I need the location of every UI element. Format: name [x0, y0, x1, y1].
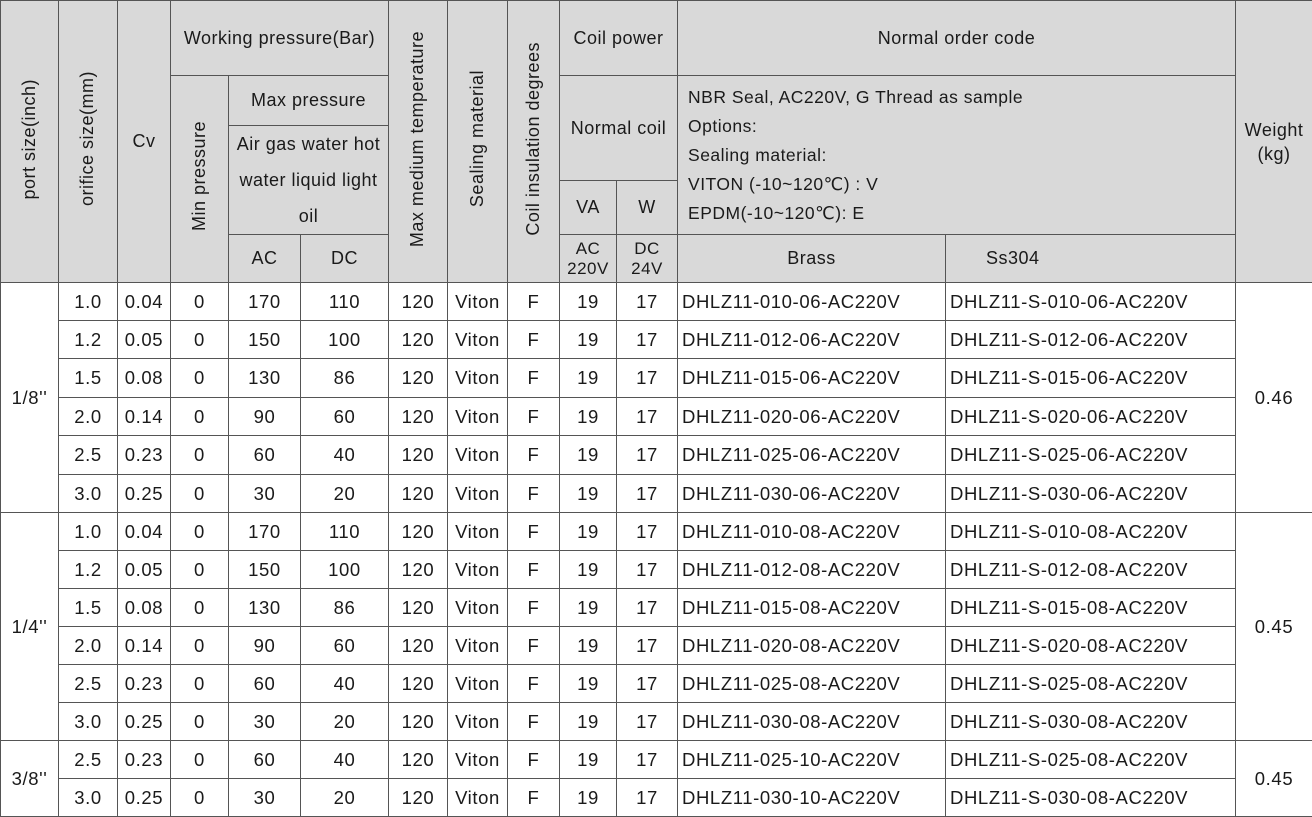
temp-cell: 120: [389, 741, 448, 779]
dc-pressure-cell: 40: [301, 436, 389, 475]
port-size-cell: 1/4'': [1, 513, 59, 741]
coil-insulation-header: Coil insulation degrees: [508, 1, 560, 283]
w-cell: 17: [617, 665, 678, 703]
weight-cell: 0.45: [1236, 741, 1312, 817]
w-cell: 17: [617, 436, 678, 475]
w-cell: 17: [617, 359, 678, 398]
insulation-cell: F: [508, 665, 560, 703]
cv-cell: 0.25: [118, 779, 171, 817]
cv-cell: 0.23: [118, 665, 171, 703]
w-cell: 17: [617, 475, 678, 513]
va-cell: 19: [560, 283, 617, 321]
cv-cell: 0.04: [118, 513, 171, 551]
brass-code-cell: DHLZ11-030-06-AC220V: [678, 475, 946, 513]
dc-pressure-cell: 100: [301, 321, 389, 359]
cv-cell: 0.05: [118, 551, 171, 589]
cv-cell: 0.25: [118, 475, 171, 513]
ac-pressure-cell: 170: [229, 283, 301, 321]
orifice-cell: 3.0: [59, 779, 118, 817]
ac-header: AC: [229, 235, 301, 283]
ac-pressure-cell: 30: [229, 703, 301, 741]
seal-cell: Viton: [448, 283, 508, 321]
brass-code-cell: DHLZ11-010-06-AC220V: [678, 283, 946, 321]
seal-cell: Viton: [448, 398, 508, 436]
w-cell: 17: [617, 779, 678, 817]
min-pressure-cell: 0: [171, 359, 229, 398]
va-cell: 19: [560, 513, 617, 551]
brass-header: Brass: [678, 235, 946, 283]
seal-cell: Viton: [448, 475, 508, 513]
min-pressure-cell: 0: [171, 779, 229, 817]
w-cell: 17: [617, 551, 678, 589]
insulation-cell: F: [508, 513, 560, 551]
orifice-cell: 1.2: [59, 551, 118, 589]
w-cell: 17: [617, 513, 678, 551]
orifice-cell: 1.5: [59, 359, 118, 398]
cv-cell: 0.08: [118, 589, 171, 627]
temp-cell: 120: [389, 779, 448, 817]
ss304-code-cell: DHLZ11-S-030-08-AC220V: [946, 703, 1236, 741]
dc-pressure-cell: 86: [301, 589, 389, 627]
w-cell: 17: [617, 398, 678, 436]
ac-pressure-cell: 170: [229, 513, 301, 551]
table-row: [1, 475, 1312, 513]
table-header: [1, 1, 1312, 283]
cv-cell: 0.08: [118, 359, 171, 398]
table-row: [1, 321, 1312, 359]
orifice-cell: 1.0: [59, 283, 118, 321]
va-header: VA: [560, 181, 617, 235]
min-pressure-header: Min pressure: [171, 76, 229, 283]
brass-code-cell: DHLZ11-030-10-AC220V: [678, 779, 946, 817]
order-code-note: [678, 76, 1236, 235]
insulation-cell: F: [508, 779, 560, 817]
va-cell: 19: [560, 703, 617, 741]
table-row: [1, 359, 1312, 398]
temp-cell: 120: [389, 475, 448, 513]
temp-cell: 120: [389, 665, 448, 703]
ac-pressure-cell: 90: [229, 398, 301, 436]
seal-cell: Viton: [448, 551, 508, 589]
min-pressure-cell: 0: [171, 665, 229, 703]
orifice-cell: 1.2: [59, 321, 118, 359]
ss304-code-cell: DHLZ11-S-020-08-AC220V: [946, 627, 1236, 665]
cv-cell: 0.04: [118, 283, 171, 321]
seal-cell: Viton: [448, 779, 508, 817]
w-cell: 17: [617, 741, 678, 779]
orifice-cell: 1.5: [59, 589, 118, 627]
brass-code-cell: DHLZ11-020-08-AC220V: [678, 627, 946, 665]
table-row: [1, 741, 1312, 779]
insulation-cell: F: [508, 703, 560, 741]
dc-pressure-cell: 60: [301, 398, 389, 436]
brass-code-cell: DHLZ11-025-06-AC220V: [678, 436, 946, 475]
weight-cell: 0.45: [1236, 513, 1312, 741]
min-pressure-cell: 0: [171, 283, 229, 321]
insulation-cell: F: [508, 359, 560, 398]
table-row: [1, 703, 1312, 741]
ss304-code-cell: DHLZ11-S-015-08-AC220V: [946, 589, 1236, 627]
va-cell: 19: [560, 475, 617, 513]
cv-cell: 0.23: [118, 436, 171, 475]
coil-power-header: Coil power: [560, 1, 678, 76]
port-size-cell: 1/8'': [1, 283, 59, 513]
orifice-cell: 2.5: [59, 665, 118, 703]
ss304-code-cell: DHLZ11-S-015-06-AC220V: [946, 359, 1236, 398]
ss304-header: Ss304: [946, 235, 1236, 283]
brass-code-cell: DHLZ11-010-08-AC220V: [678, 513, 946, 551]
insulation-cell: F: [508, 283, 560, 321]
ac-pressure-cell: 30: [229, 779, 301, 817]
va-cell: 19: [560, 741, 617, 779]
ss304-code-cell: DHLZ11-S-025-08-AC220V: [946, 665, 1236, 703]
insulation-cell: F: [508, 627, 560, 665]
va-cell: 19: [560, 589, 617, 627]
ss304-code-cell: DHLZ11-S-010-08-AC220V: [946, 513, 1236, 551]
brass-code-cell: DHLZ11-015-08-AC220V: [678, 589, 946, 627]
max-pressure-header: Max pressure: [229, 76, 389, 126]
cv-cell: 0.14: [118, 627, 171, 665]
seal-cell: Viton: [448, 589, 508, 627]
cv-cell: 0.25: [118, 703, 171, 741]
cv-cell: 0.14: [118, 398, 171, 436]
table-row: [1, 589, 1312, 627]
seal-cell: Viton: [448, 665, 508, 703]
dc24v-header: DC 24V: [617, 235, 678, 283]
port-size-header: port size(inch): [1, 1, 59, 283]
table-body: [1, 283, 1312, 817]
port-size-cell: 3/8'': [1, 741, 59, 817]
insulation-cell: F: [508, 398, 560, 436]
note-line: Sealing material:: [688, 141, 1225, 170]
temp-cell: 120: [389, 589, 448, 627]
ac-pressure-cell: 60: [229, 741, 301, 779]
w-cell: 17: [617, 627, 678, 665]
weight-header: Weight (kg): [1236, 1, 1312, 283]
va-cell: 19: [560, 665, 617, 703]
max-temp-header: Max medium temperature: [389, 1, 448, 283]
seal-cell: Viton: [448, 627, 508, 665]
min-pressure-cell: 0: [171, 398, 229, 436]
temp-cell: 120: [389, 359, 448, 398]
min-pressure-cell: 0: [171, 703, 229, 741]
va-cell: 19: [560, 627, 617, 665]
dc-pressure-cell: 20: [301, 703, 389, 741]
temp-cell: 120: [389, 551, 448, 589]
orifice-cell: 2.0: [59, 627, 118, 665]
table-row: [1, 283, 1312, 321]
min-pressure-cell: 0: [171, 589, 229, 627]
seal-cell: Viton: [448, 741, 508, 779]
orifice-cell: 3.0: [59, 475, 118, 513]
note-line: EPDM(-10~120℃): E: [688, 199, 1225, 228]
seal-cell: Viton: [448, 359, 508, 398]
insulation-cell: F: [508, 589, 560, 627]
note-line: Options:: [688, 112, 1225, 141]
ac-pressure-cell: 130: [229, 359, 301, 398]
insulation-cell: F: [508, 436, 560, 475]
brass-code-cell: DHLZ11-025-08-AC220V: [678, 665, 946, 703]
cv-cell: 0.05: [118, 321, 171, 359]
va-cell: 19: [560, 436, 617, 475]
w-cell: 17: [617, 283, 678, 321]
dc-pressure-cell: 20: [301, 779, 389, 817]
ac-pressure-cell: 60: [229, 436, 301, 475]
dc-pressure-cell: 110: [301, 513, 389, 551]
ac-pressure-cell: 130: [229, 589, 301, 627]
dc-pressure-cell: 20: [301, 475, 389, 513]
ss304-code-cell: DHLZ11-S-010-06-AC220V: [946, 283, 1236, 321]
insulation-cell: F: [508, 551, 560, 589]
order-code-header: Normal order code: [678, 1, 1236, 76]
w-cell: 17: [617, 589, 678, 627]
sealing-material-header: Sealing material: [448, 1, 508, 283]
seal-cell: Viton: [448, 703, 508, 741]
min-pressure-cell: 0: [171, 321, 229, 359]
ss304-code-cell: DHLZ11-S-030-06-AC220V: [946, 475, 1236, 513]
orifice-cell: 2.5: [59, 741, 118, 779]
ac-pressure-cell: 150: [229, 321, 301, 359]
brass-code-cell: DHLZ11-025-10-AC220V: [678, 741, 946, 779]
insulation-cell: F: [508, 741, 560, 779]
ss304-code-cell: DHLZ11-S-012-06-AC220V: [946, 321, 1236, 359]
va-cell: 19: [560, 321, 617, 359]
va-cell: 19: [560, 398, 617, 436]
temp-cell: 120: [389, 513, 448, 551]
seal-cell: Viton: [448, 513, 508, 551]
temp-cell: 120: [389, 398, 448, 436]
min-pressure-cell: 0: [171, 513, 229, 551]
table-row: [1, 551, 1312, 589]
brass-code-cell: DHLZ11-012-06-AC220V: [678, 321, 946, 359]
dc-pressure-cell: 40: [301, 665, 389, 703]
min-pressure-cell: 0: [171, 551, 229, 589]
min-pressure-cell: 0: [171, 627, 229, 665]
table-row: [1, 398, 1312, 436]
va-cell: 19: [560, 551, 617, 589]
temp-cell: 120: [389, 321, 448, 359]
temp-cell: 120: [389, 436, 448, 475]
note-line: NBR Seal, AC220V, G Thread as sample: [688, 83, 1225, 112]
dc-header: DC: [301, 235, 389, 283]
note-line: VITON (-10~120℃) : V: [688, 170, 1225, 199]
dc-pressure-cell: 60: [301, 627, 389, 665]
w-header: W: [617, 181, 678, 235]
ss304-code-cell: DHLZ11-S-025-08-AC220V: [946, 741, 1236, 779]
orifice-cell: 3.0: [59, 703, 118, 741]
ac-pressure-cell: 30: [229, 475, 301, 513]
cv-header: Cv: [118, 1, 171, 283]
temp-cell: 120: [389, 703, 448, 741]
dc-pressure-cell: 110: [301, 283, 389, 321]
weight-cell: 0.46: [1236, 283, 1312, 513]
brass-code-cell: DHLZ11-020-06-AC220V: [678, 398, 946, 436]
min-pressure-cell: 0: [171, 436, 229, 475]
brass-code-cell: DHLZ11-030-08-AC220V: [678, 703, 946, 741]
temp-cell: 120: [389, 627, 448, 665]
ac220v-header: AC 220V: [560, 235, 617, 283]
va-cell: 19: [560, 359, 617, 398]
table-row: [1, 436, 1312, 475]
normal-coil-header: Normal coil: [560, 76, 678, 181]
ss304-code-cell: DHLZ11-S-012-08-AC220V: [946, 551, 1236, 589]
ss304-code-cell: DHLZ11-S-030-08-AC220V: [946, 779, 1236, 817]
orifice-cell: 1.0: [59, 513, 118, 551]
orifice-cell: 2.5: [59, 436, 118, 475]
table-row: [1, 627, 1312, 665]
min-pressure-cell: 0: [171, 741, 229, 779]
orifice-cell: 2.0: [59, 398, 118, 436]
brass-code-cell: DHLZ11-015-06-AC220V: [678, 359, 946, 398]
ac-pressure-cell: 60: [229, 665, 301, 703]
insulation-cell: F: [508, 321, 560, 359]
orifice-size-header: orifice size(mm): [59, 1, 118, 283]
seal-cell: Viton: [448, 321, 508, 359]
w-cell: 17: [617, 321, 678, 359]
ac-pressure-cell: 90: [229, 627, 301, 665]
dc-pressure-cell: 86: [301, 359, 389, 398]
seal-cell: Viton: [448, 436, 508, 475]
ac-pressure-cell: 150: [229, 551, 301, 589]
working-pressure-header: Working pressure(Bar): [171, 1, 389, 76]
table-row: [1, 513, 1312, 551]
brass-code-cell: DHLZ11-012-08-AC220V: [678, 551, 946, 589]
insulation-cell: F: [508, 475, 560, 513]
temp-cell: 120: [389, 283, 448, 321]
table-row: [1, 665, 1312, 703]
va-cell: 19: [560, 779, 617, 817]
media-header: Air gas water hot water liquid light oil: [229, 126, 389, 235]
w-cell: 17: [617, 703, 678, 741]
dc-pressure-cell: 40: [301, 741, 389, 779]
ss304-code-cell: DHLZ11-S-025-06-AC220V: [946, 436, 1236, 475]
dc-pressure-cell: 100: [301, 551, 389, 589]
ss304-code-cell: DHLZ11-S-020-06-AC220V: [946, 398, 1236, 436]
min-pressure-cell: 0: [171, 475, 229, 513]
cv-cell: 0.23: [118, 741, 171, 779]
